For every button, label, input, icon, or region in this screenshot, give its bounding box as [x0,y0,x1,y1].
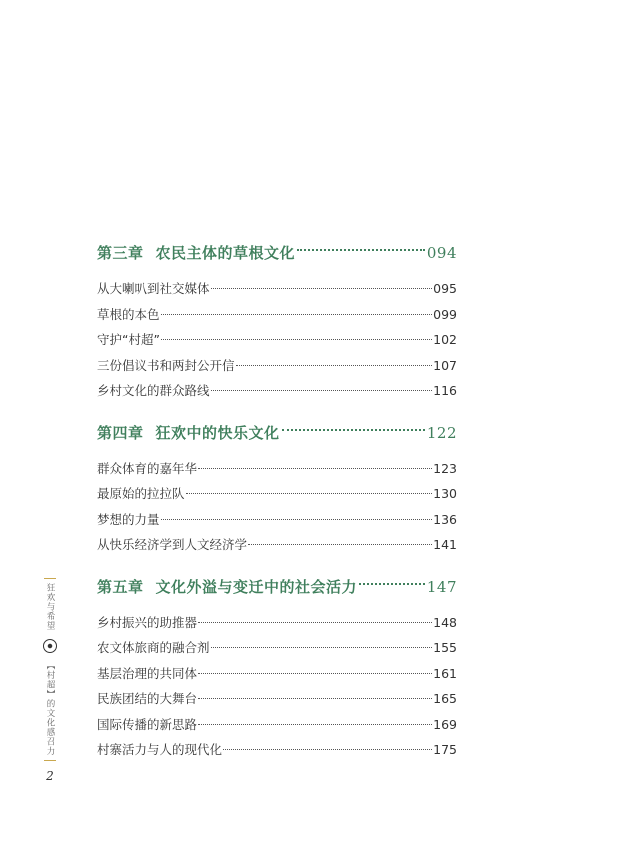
entry-title: 三份倡议书和两封公开信 [97,357,235,373]
toc-entry[interactable] [97,737,457,763]
table-of-contents [97,238,457,763]
entry-title: 基层治理的共同体 [97,665,198,681]
chapter-heading[interactable] [97,238,457,268]
toc-entry[interactable] [97,481,457,507]
chapter-title: 文化外溢与变迁中的社会活力 [155,577,358,596]
toc-entry[interactable] [97,661,457,687]
toc-entry[interactable] [97,456,457,482]
entry-page: 107 [433,357,457,373]
entry-title: 乡村振兴的助推器 [97,614,198,630]
dot-leader [223,749,432,750]
entry-title: 乡村文化的群众路线 [97,383,210,398]
chapter-number: 第三章 [97,244,144,262]
toc-entry[interactable] [97,610,457,636]
entry-page: 136 [433,511,457,527]
entry-title: 守护“村超” [97,332,160,347]
entry-title: 从大喇叭到社交媒体 [97,281,210,296]
chapter-page: 147 [426,577,457,596]
entry-page: 116 [433,383,457,398]
book-title: 狂欢与希望 [45,583,55,631]
toc-entry[interactable] [97,686,457,712]
entry-page: 099 [433,306,457,322]
entry-title: 草根的本色 [97,306,160,322]
toc-entry[interactable] [97,712,457,738]
entry-title: 村寨活力与人的现代化 [97,742,223,757]
entry-page: 161 [433,665,457,681]
entry-page: 141 [433,537,457,552]
toc-entry[interactable] [97,507,457,533]
dot-leader [198,698,432,699]
chapter-page: 094 [426,244,457,262]
dot-leader [198,468,432,469]
entry-page: 175 [433,742,457,757]
chapter-heading[interactable] [97,572,457,602]
toc-entry[interactable] [97,353,457,379]
book-subtitle: 【村超】的文化感召力 [45,660,55,756]
dot-leader [236,365,433,366]
entry-title: 民族团结的大舞台 [97,691,198,706]
entry-page: 095 [433,281,457,296]
toc-entry[interactable] [97,635,457,661]
dot-leader [198,724,432,725]
entry-page: 155 [433,640,457,655]
dot-leader [248,544,432,545]
entry-page: 165 [433,691,457,706]
entry-page: 148 [433,614,457,630]
dot-leader [211,647,433,648]
chapter-title: 狂欢中的快乐文化 [155,423,280,442]
dot-leader [161,314,433,315]
entry-title: 农文体旅商的融合剂 [97,640,210,655]
dot-leader [198,673,432,674]
football-icon [43,639,57,653]
entry-page: 169 [433,716,457,732]
entry-page: 130 [433,486,457,501]
entry-title: 从快乐经济学到人文经济学 [97,537,248,552]
entry-title: 最原始的拉拉队 [97,486,185,501]
dot-leader [297,249,425,251]
dot-leader [161,519,433,520]
entry-page: 102 [433,332,457,347]
divider [44,760,56,761]
entry-title: 梦想的力量 [97,511,160,527]
running-header-spine [40,578,60,783]
chapter-title: 农民主体的草根文化 [155,244,296,262]
dot-leader [198,622,432,623]
dot-leader [282,429,425,431]
divider [44,578,56,579]
chapter-number: 第五章 [97,577,144,596]
dot-leader [359,583,425,585]
dot-leader [186,493,433,494]
entry-title: 国际传播的新思路 [97,716,198,732]
toc-entry[interactable] [97,276,457,302]
toc-entry[interactable] [97,532,457,558]
entry-page: 123 [433,460,457,476]
chapter-number: 第四章 [97,423,144,442]
toc-entry[interactable] [97,302,457,328]
page-number: 2 [46,768,54,783]
dot-leader [211,390,433,391]
dot-leader [211,288,433,289]
dot-leader [161,339,432,340]
entry-title: 群众体育的嘉年华 [97,460,198,476]
toc-entry[interactable] [97,327,457,353]
chapter-heading[interactable] [97,418,457,448]
toc-entry[interactable] [97,378,457,404]
chapter-page: 122 [426,423,457,442]
